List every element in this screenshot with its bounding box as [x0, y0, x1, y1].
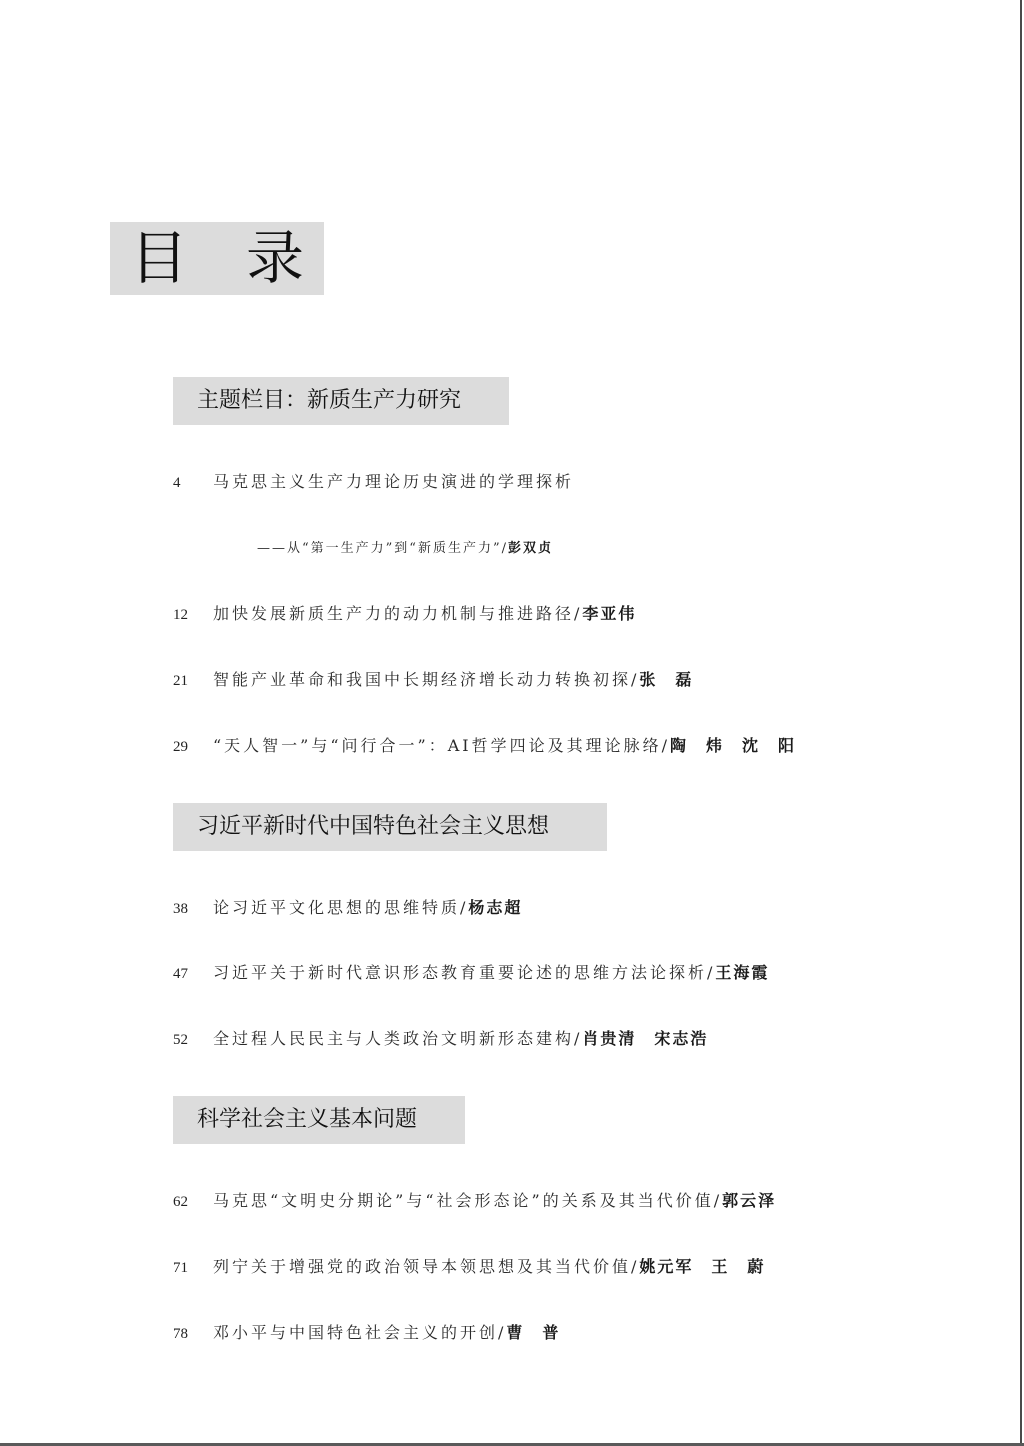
toc-entry[interactable]: [173, 467, 574, 497]
article-title: 智能产业革命和我国中长期经济增长动力转换初探/: [213, 670, 640, 689]
article-title: 马克思主义生产力理论历史演进的学理探析: [213, 472, 575, 491]
toc-entry-subtitle[interactable]: [257, 536, 553, 562]
page-number: 62: [173, 1194, 188, 1210]
page-number: 71: [173, 1260, 188, 1276]
section-heading: 习近平新时代中国特色社会主义思想: [197, 814, 550, 839]
page-number: 21: [173, 673, 188, 689]
article-title: 习近平关于新时代意识形态教育重要论述的思维方法论探析/: [213, 963, 716, 982]
page-number: 47: [173, 966, 188, 982]
article-author: 李亚伟: [582, 604, 637, 623]
section-heading: 科学社会主义基本问题: [197, 1107, 418, 1132]
article-title: 论习近平文化思想的思维特质/: [213, 898, 469, 917]
article-author: 曹 普: [506, 1323, 561, 1342]
right-edge-rule: [1020, 0, 1022, 1446]
toc-entry[interactable]: [173, 665, 693, 695]
article-title: 邓小平与中国特色社会主义的开创/: [213, 1323, 507, 1342]
article-title: 马克思“文明史分期论”与“社会形态论”的关系及其当代价值/: [213, 1191, 723, 1210]
toc-entry[interactable]: [173, 1252, 765, 1282]
toc-entry[interactable]: [173, 1024, 708, 1054]
article-author: 郭云泽: [722, 1191, 777, 1210]
article-author: 张 磊: [639, 670, 694, 689]
article-title: 全过程人民民主与人类政治文明新形态建构/: [213, 1029, 583, 1048]
page-number: 29: [173, 739, 188, 755]
toc-entry[interactable]: [173, 1318, 560, 1348]
article-title: 列宁关于增强党的政治领导本领思想及其当代价值/: [213, 1257, 640, 1276]
article-author: 陶 炜 沈 阳: [670, 736, 797, 755]
article-title: “天人智一”与“问行合一”：AI哲学四论及其理论脉络/: [213, 736, 670, 755]
article-author: 王海霞: [715, 963, 770, 982]
page-number: 52: [173, 1032, 188, 1048]
article-author: 彭双贞: [507, 541, 553, 556]
section-heading: 主题栏目：新质生产力研究: [197, 388, 462, 413]
page-number: 38: [173, 901, 188, 917]
toc-entry[interactable]: [173, 893, 522, 923]
page-number: 12: [173, 607, 188, 623]
article-author: 杨志超: [468, 898, 523, 917]
section-heading-box: [173, 803, 607, 851]
toc-entry[interactable]: [173, 731, 796, 761]
article-title: 加快发展新质生产力的动力机制与推进路径/: [213, 604, 583, 623]
section-heading-box: [173, 1096, 465, 1144]
page-title: 目录: [130, 224, 363, 292]
article-subtitle: ——从“第一生产力”到“新质生产力”/: [257, 541, 508, 556]
page-number: 78: [173, 1326, 188, 1342]
toc-entry[interactable]: [173, 599, 636, 629]
toc-entry[interactable]: [173, 958, 769, 988]
article-author: 姚元军 王 蔚: [639, 1257, 766, 1276]
toc-entry[interactable]: [173, 1186, 776, 1216]
page-number: 4: [173, 475, 181, 491]
article-author: 肖贵清 宋志浩: [582, 1029, 709, 1048]
section-heading-box: [173, 377, 509, 425]
